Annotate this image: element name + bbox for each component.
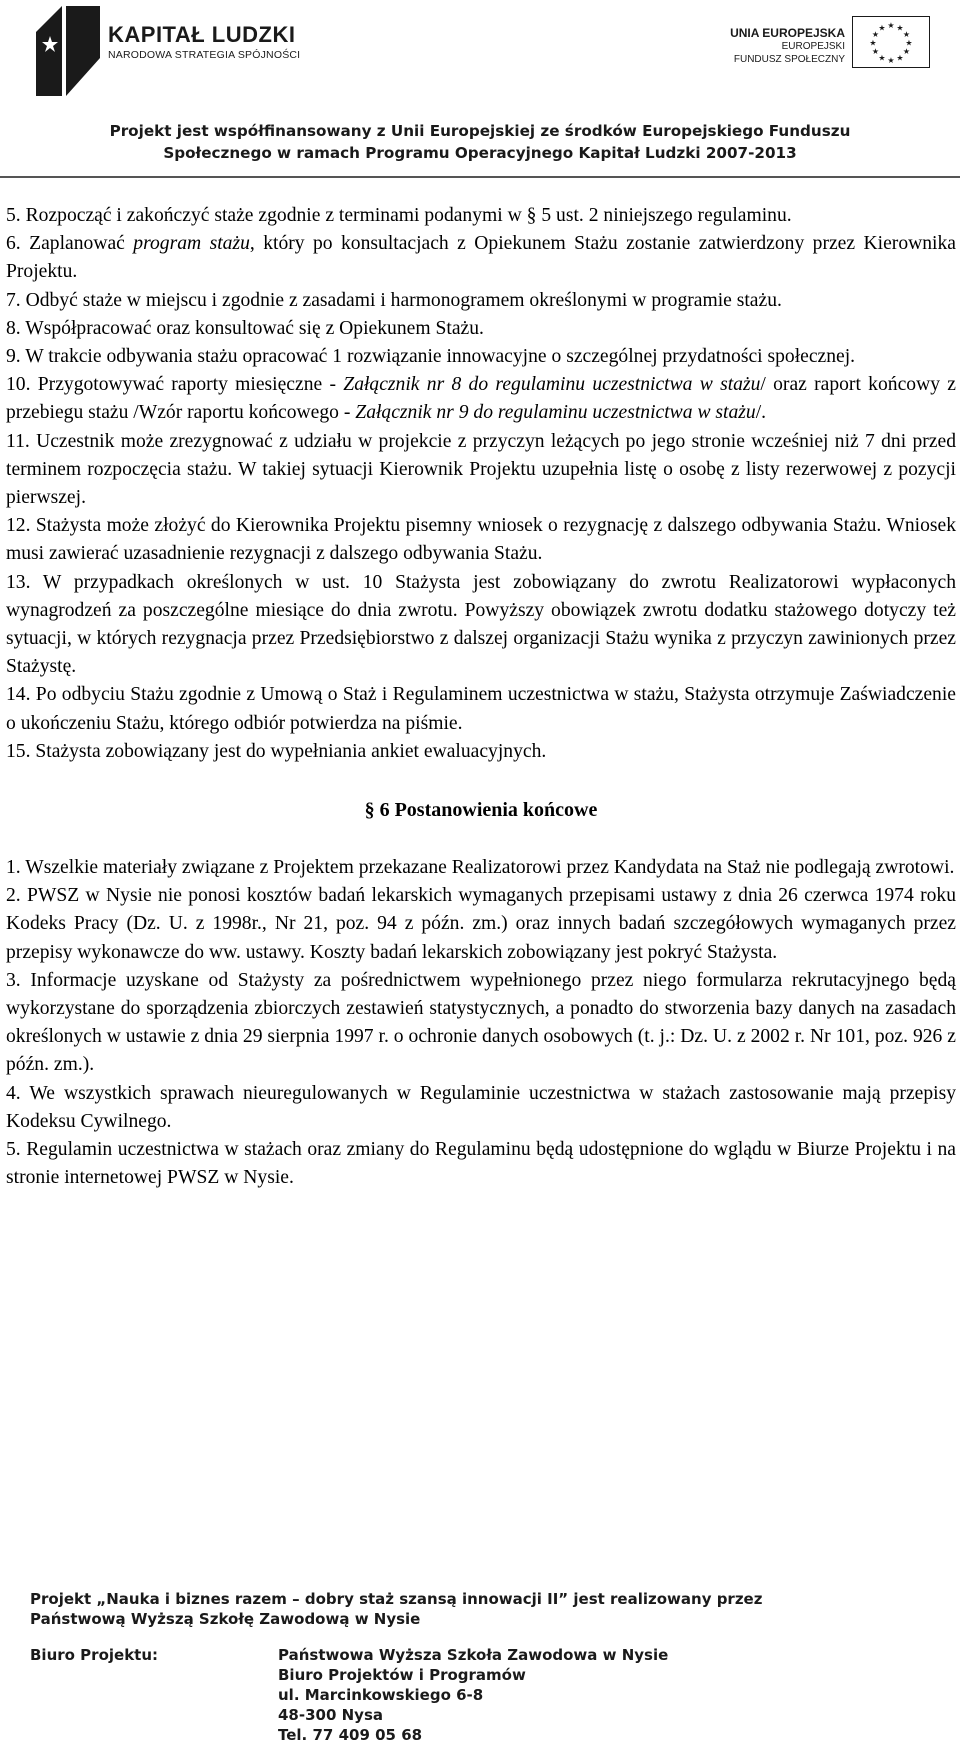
paragraph-13: 13. W przypadkach określonych w ust. 10 Stażysta jest zobowiązany do zwrotu Realizatorowi wypłaconych wynagrodzeń za poszczególne miesiące do dnia zwrotu. Powyższy obowiązek zwrotu dodatku stażowego dotyczy też sytuacji, w których rezygnacja przez Przedsiębiorstwo z dalszej organizacji Stażu wynika z przyczyn zawinionych przez Stażystę. [6, 571, 956, 678]
final-provision-2: 2. PWSZ w Nysie nie ponosi kosztów badań lekarskich wymaganych przepisami ustawy z dnia 26 czerwca 1974 roku Kodeks Pracy (Dz. U. z 1998r., Nr 21, poz. 94 z późn. zm.) oraz innych badań szczegółowych wymaganych przez przepisy wykonawcze do ww. ustawy. Koszty badań lekarskich zobowiązany jest pokryć Stażysta. [6, 885, 956, 963]
document-body [6, 202, 956, 1193]
paragraph-11: 11. Uczestnik może zrezygnować z udziału w projekcie z przyczyn leżących po jego stronie wcześniej niż 7 dni przed terminem rozpoczęcia stażu. W takiej sytuacji Kierownik Projektu uzupełnia listę o osobę z listy rezerwowej z pozycji pierwszej. [6, 430, 956, 509]
svg-text:★: ★ [896, 23, 904, 33]
paragraph-10 [6, 371, 956, 427]
paragraph-7: 7. Odbyć staże w miejscu i zgodnie z zasadami i harmonogramem określonymi w programie stażu. [6, 289, 782, 311]
paragraph-6-start: 6. Zaplanować [6, 233, 134, 255]
page-footer [30, 1589, 930, 1744]
svg-text:★: ★ [878, 53, 886, 63]
svg-text:★: ★ [878, 23, 886, 33]
footer-project-line-2: Państwową Wyższą Szkołę Zawodową w Nysie [30, 1610, 421, 1628]
paragraph-6-italic: program stażu [133, 233, 250, 255]
footer-project-line-1: Projekt „Nauka i biznes razem – dobry staż szansą innowacji II” jest realizowany przez [30, 1590, 763, 1608]
eu-logo-line2: EUROPEJSKI [781, 41, 845, 52]
kapital-ludzki-logo-text [108, 22, 300, 62]
eu-logo-text [730, 26, 845, 66]
svg-text:★: ★ [902, 47, 911, 56]
svg-text:★: ★ [871, 30, 880, 39]
paragraph-14: 14. Po odbyciu Stażu zgodnie z Umową o Staż i Regulaminem uczestnictwa w stażu, Stażysta otrzymuje Zaświadczenie o ukończeniu Stażu, którego odbiór potwierdza na piśmie. [6, 684, 956, 734]
paragraph-10-attachment-8: Załącznik nr 8 do regulaminu uczestnictwa w stażu [343, 374, 761, 396]
kapital-ludzki-name: KAPITAŁ LUDZKI [108, 22, 296, 47]
footer-office-line: 48-300 Nysa [278, 1706, 384, 1724]
svg-text:★: ★ [869, 38, 877, 48]
paragraph-6-end: , który po konsultacjach z Opiekunem Stażu zostanie zatwierdzony przez Kierownika Projektu. [6, 233, 956, 283]
paragraph-9: 9. W trakcie odbywania stażu opracować 1 rozwiązanie innowacyjne o szczególnej przydatności społecznej. [6, 346, 856, 368]
paragraph-5: 5. Rozpocząć i zakończyć staże zgodnie z terminami podanymi w § 5 ust. 2 niniejszego regulaminu. [6, 205, 792, 226]
final-provision-1: 1. Wszelkie materiały związane z Projektem przekazane Realizatorowi przez Kandydata na Staż nie podlegają zwrotowi. [6, 857, 955, 879]
paragraph-15: 15. Stażysta zobowiązany jest do wypełniania ankiet ewaluacyjnych. [6, 740, 547, 762]
svg-text:★: ★ [905, 38, 913, 48]
final-provision-3: 3. Informacje uzyskane od Stażysty za pośrednictwem wypełnionego przez niego formularza rekrutacyjnego będą wykorzystane do sporządzenia zbiorczych zestawień statystycznych, a ponadto do stworzenia bazy danych na zasadach określonych w ustawie z dnia 29 sierpnia 1997 r. o ochronie danych osobowych (t. j.: Dz. U. z 2002 r. Nr 101, poz. 926 z późn. zm.). [6, 969, 956, 1076]
paragraph-12: 12. Stażysta może złożyć do Kierownika Projektu pisemny wniosek o rezygnację z dalszego odbywania Stażu. Wniosek musi zawierać uzasadnienie rezygnacji z dalszego odbywania Stażu. [6, 515, 956, 565]
final-provision-4: 4. We wszystkich sprawach nieuregulowanych w Regulaminie uczestnictwa w stażach zastosowanie mają przepisy Kodeksu Cywilnego. [6, 1082, 956, 1132]
final-provision-5: 5. Regulamin uczestnictwa w stażach oraz zmiany do Regulaminu będą udostępnione do wglądu w Biurze Projektu i na stronie internetowej PWSZ w Nysie. [6, 1139, 956, 1189]
paragraph-10-attachment-9: Załącznik nr 9 do regulaminu uczestnictwa w stażu [355, 402, 756, 424]
kapital-ludzki-subtitle: NARODOWA STRATEGIA SPÓJNOŚCI [108, 49, 301, 61]
paragraph-10-part-a: 10. Przygotowywać raporty miesięczne - [6, 374, 344, 396]
header-divider [0, 176, 960, 178]
paragraph-10-part-c: / oraz raport końcowy z przebiegu stażu /Wzór raportu końcowego - [6, 374, 956, 424]
funding-notice [0, 120, 960, 164]
footer-office-line: Biuro Projektów i Programów [278, 1666, 526, 1684]
footer-office-address [278, 1645, 668, 1745]
footer-office-label: Biuro Projektu: [30, 1646, 159, 1664]
section-heading: § 6 Postanowienia końcowe [364, 799, 598, 822]
svg-text:★: ★ [896, 53, 904, 63]
svg-text:★: ★ [887, 56, 895, 65]
header-logos [0, 0, 960, 110]
footer-office-line: Tel. 77 409 05 68 [278, 1726, 423, 1744]
svg-text:★: ★ [902, 30, 911, 39]
footer-office-line: Państwowa Wyższa Szkoła Zawodowa w Nysie [278, 1646, 669, 1664]
eu-logo-line1: UNIA EUROPEJSKA [730, 26, 845, 40]
funding-line-2: Społecznego w ramach Programu Operacyjnego Kapitał Ludzki 2007-2013 [163, 144, 797, 162]
kapital-ludzki-logo-icon [36, 6, 100, 96]
paragraph-10-part-e: /. [755, 402, 767, 424]
svg-text:★: ★ [871, 47, 880, 56]
paragraph-6 [6, 230, 956, 286]
footer-office-line: ul. Marcinkowskiego 6-8 [278, 1686, 484, 1704]
paragraph-8: 8. Współpracować oraz konsultować się z Opiekunem Stażu. [6, 317, 484, 339]
funding-line-1: Projekt jest współfinansowany z Unii Europejskiej ze środków Europejskiego Funduszu [109, 122, 851, 140]
eu-flag-icon [852, 16, 930, 68]
svg-text:★: ★ [887, 21, 895, 30]
eu-logo-line3: FUNDUSZ SPOŁECZNY [733, 54, 845, 65]
